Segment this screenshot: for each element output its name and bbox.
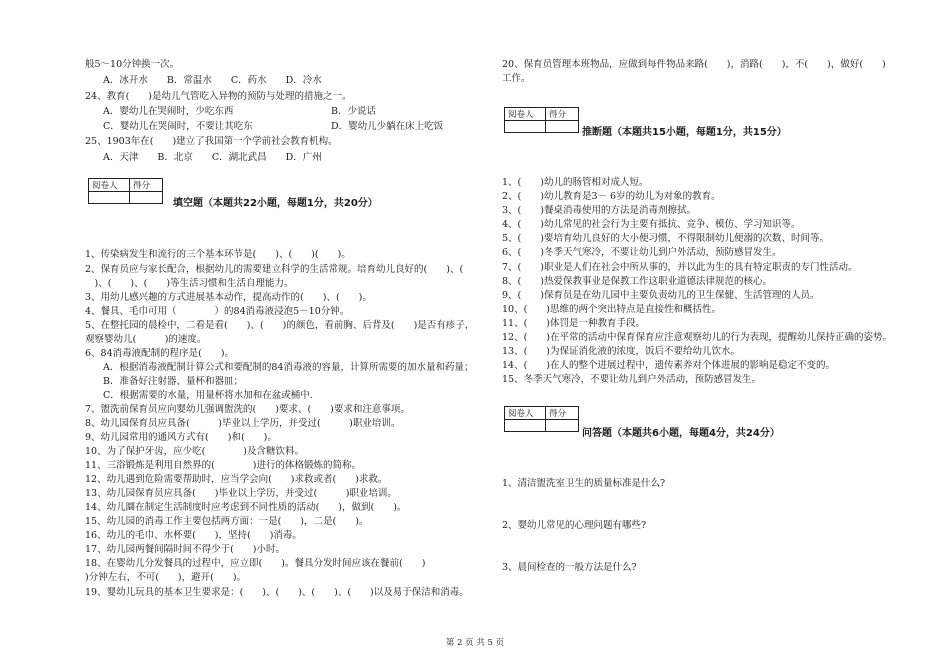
score-header: 得分 [130, 179, 163, 192]
fill-line: 15、幼儿园的消毒工作主要包括两方面：一是( )，二是( )。 [85, 516, 369, 527]
fill-line: 16、幼儿的毛巾、水杯要( )，坚持( )消毒。 [85, 530, 302, 541]
page-footer: 第 2 页 共 5 页 [445, 638, 505, 648]
grader-cell[interactable] [505, 121, 546, 133]
judge-line: 1、( )幼儿的肠管相对成人短。 [502, 177, 649, 188]
option-line: D．婴幼儿少躺在床上吃饭 [331, 121, 444, 132]
qa-line: 1、清洁盥洗室卫生的质量标准是什么? [502, 478, 666, 489]
judge-line: 4、( )幼儿常见的社会行为主要有抵抗、竞争、模仿、学习知识等。 [502, 219, 801, 230]
fill-line: 18、在婴幼儿分发餐具的过程中，应立即( )。餐具分发时间应该在餐前( ) [85, 558, 426, 569]
fill-line: )分钟左右，不可( )，避开( )。 [85, 572, 247, 583]
judge-line: 9、( )保育员是在幼儿园中主要负责幼儿的卫生保健、生活管理的人员。 [502, 290, 820, 301]
judge-line: 11、( )体罚是一种教育手段。 [502, 318, 646, 329]
qa-line: 2、婴幼儿常见的心理问题有哪些? [502, 520, 647, 531]
score-cell[interactable] [130, 192, 163, 204]
section-title-fill: 填空题（本题共22小题，每题1分，共20分） [173, 198, 378, 209]
judge-line: 7、( )职业是人们在社会中所从事的，并以此为生的具有特定职责的专门性活动。 [502, 262, 858, 273]
judge-line: 3、( )餐桌消毒使用的方法是消毒剂擦拭。 [502, 205, 696, 216]
fill-line: 19、婴幼儿玩具的基本卫生要求是：( )、( )、( )、( )以及易于保洁和消毒。 [85, 587, 469, 598]
fill-line: 2、保育员应与家长配合，根据幼儿的需要建立科学的生活常规。培育幼儿良好的( )、( [85, 264, 464, 275]
option-line: A．天津 B．北京 C．湖北武昌 D．广州 [103, 152, 322, 163]
section-title-judge: 推断题（本题共15小题，每题1分，共15分） [582, 127, 787, 138]
grader-header: 阅卷人 [505, 108, 546, 121]
fill-line: 14、幼儿圜在制定生活制度时应考虑到不同性质的活动( )，做到( )。 [85, 502, 407, 513]
question-line: 25、1903年在( )建立了我国第一个学前社会教育机构。 [85, 136, 338, 147]
judge-line: 8、( )热爱保教事业是保教工作这职业道德法律规范的核心。 [502, 276, 772, 287]
judge-line: 6、( )冬季天气寒冷，不要让幼儿到户外活动，预防感冒发生。 [502, 247, 782, 258]
judge-line: 14、( )在人的整个进展过程中，遗传素养对个体进展的影响是稳定不变的。 [502, 360, 836, 371]
score-table [504, 406, 579, 432]
option-line: A．婴幼儿在哭闹时，少吃东西 [103, 106, 234, 117]
score-table [504, 107, 579, 133]
question-line: 20、保育员管理本班物品，应做到每件物品来路( )，消路( )，不( )，做好( ) [502, 59, 886, 70]
fill-line: 12、幼儿遇到危险需要帮助时，应当学会向( )求救或者( )求救。 [85, 474, 388, 485]
qa-line: 3、晨间检查的一般方法是什么? [502, 562, 637, 573]
judge-line: 10、( )思维的两个突出特点是直接性和概括性。 [502, 304, 722, 315]
fill-line: B．准备好注射器、量杯和器皿； [103, 376, 243, 387]
question-line: 般5～10分钟换一次。 [85, 59, 180, 70]
fill-line: 3、用幼儿感兴趣的方式进展基本动作，提高动作的( )、( )。 [85, 292, 372, 303]
grader-header: 阅卷人 [89, 179, 130, 192]
fill-line: 13、幼儿园保育员应具备( )毕业以上学历，并受过( )职业培训。 [85, 488, 397, 499]
grader-cell[interactable] [505, 420, 546, 432]
score-header: 得分 [546, 108, 579, 121]
section-title-qa: 问答题（本题共6小题，每题4分，共24分） [582, 428, 780, 439]
fill-line: 观察婴幼儿( )的速度。 [85, 334, 207, 345]
fill-line: 17、幼儿园两餐间隔时间不得少于( )小时。 [85, 544, 286, 555]
judge-line: 5、( )要培育幼儿良好的大小便习惯，不得限制幼儿便溺的次数、时间等。 [502, 233, 829, 244]
fill-line: )、( )、( )等生活习惯和生活自理能力。 [85, 278, 294, 289]
grader-cell[interactable] [89, 192, 130, 204]
question-line: 24、教育( )是幼儿气管吃入异物的预防与处理的措施之一。 [85, 91, 352, 102]
judge-line: 2、( )幼儿教育是3－ 6岁的幼儿为对象的教育。 [502, 191, 721, 202]
fill-line: 7、盥洗前保育员应向婴幼儿强调盥洗的( )要求、( )要求和注意事项。 [85, 404, 410, 415]
fill-line: 10、为了保护牙齿，应少吃( )及含糖饮料。 [85, 446, 305, 457]
judge-line: 12、( )在平常的活动中保育保育应注意观察幼儿的行为表现，提醒幼儿保持正确的姿势。 [502, 332, 893, 343]
judge-line: 15、冬季天气寒冷，不要让幼儿到户外活动，预防感冒发生。 [502, 374, 762, 385]
grader-header: 阅卷人 [505, 407, 546, 420]
option-line: A．冰开水 B．常温水 C．药水 D．冷水 [103, 75, 322, 86]
option-line: C．婴幼儿在哭闹时，不要让其吃东 [103, 121, 253, 132]
score-header: 得分 [546, 407, 579, 420]
score-cell[interactable] [546, 420, 579, 432]
score-table [88, 178, 163, 204]
fill-line: 11、三浴锻炼是利用自然界的( )进行的体格锻炼的简称。 [85, 460, 362, 471]
fill-line: C．根据需要的水量，用量杯将水加和在盆或桶中. [103, 390, 313, 401]
fill-line: 9、幼儿园常用的通风方式有( )和( )。 [85, 432, 277, 443]
fill-line: 1、传染病发生和流行的三个基本环节是( )、( )( )。 [85, 249, 351, 260]
fill-line: 4、餐具、毛巾可用（ ）的84消毒液浸泡5－10分钟。 [85, 306, 350, 317]
fill-line: 6、84消毒液配制的程序是( )。 [85, 348, 235, 359]
question-line: 工作。 [502, 73, 531, 84]
fill-line: 5、在整托园的晨检中，二看是看( )、( )的颜色，看前胸、后背及( )是否有疹子， [85, 320, 475, 331]
judge-line: 13、( )为保证消化液的浓度，饭后不要给幼儿饮水。 [502, 346, 741, 357]
fill-line: 8、幼儿园保育员应具备( )毕业以上学历，并受过( )职业培训。 [85, 418, 401, 429]
option-line: B．少说话 [331, 106, 376, 117]
fill-line: A．根据消毒液配制计算公式和要配制的84消毒液的容量，计算所需要的加水量和药量； [103, 362, 474, 373]
score-cell[interactable] [546, 121, 579, 133]
